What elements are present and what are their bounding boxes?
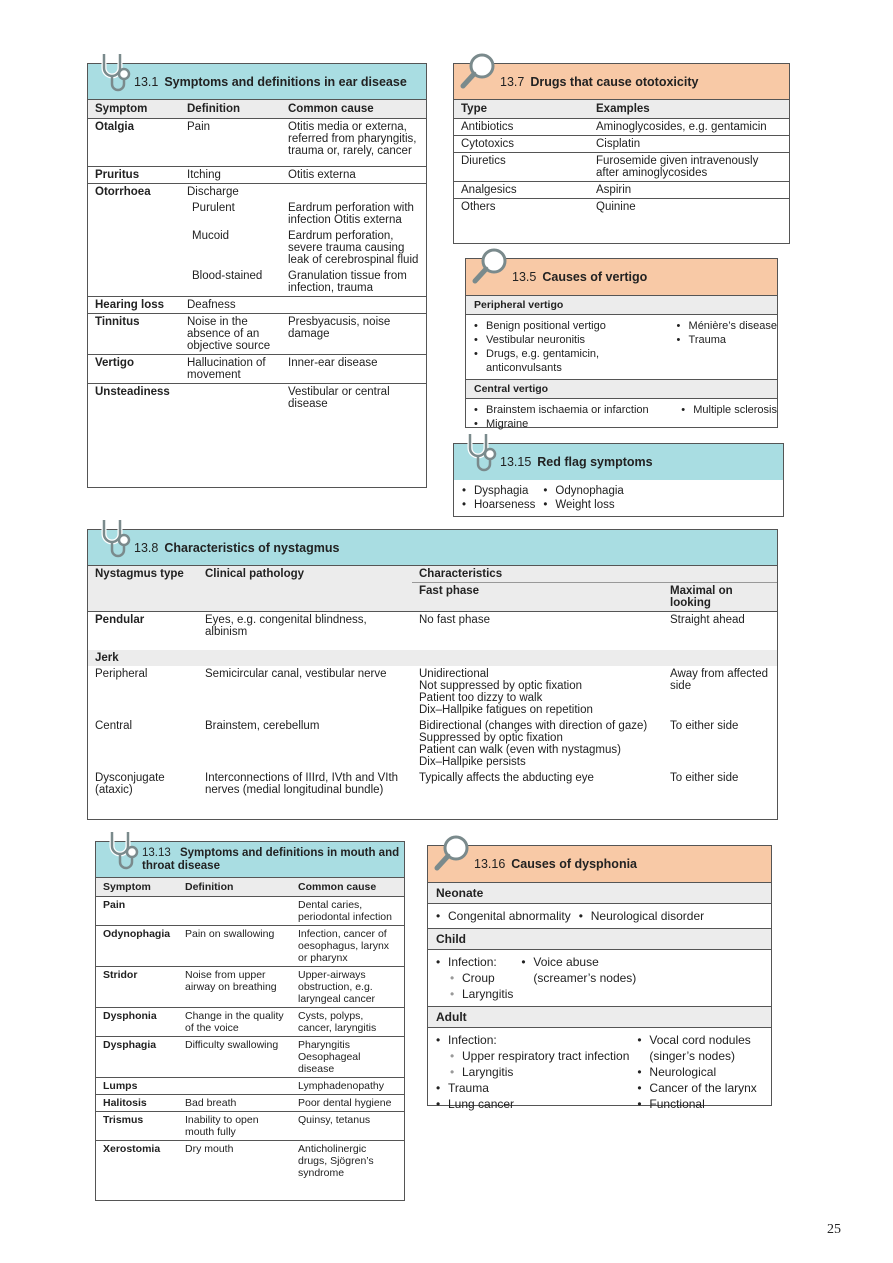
- table-row: [88, 770, 777, 798]
- table-header: [96, 878, 404, 897]
- examples-cell: Furosemide given intravenously after aminoglycosides: [589, 153, 789, 182]
- cause-cell: [281, 297, 426, 314]
- table-row: [454, 182, 789, 199]
- central-list: [466, 399, 777, 435]
- maximal-cell: To either side: [670, 719, 739, 732]
- box-number: 13.8: [134, 540, 159, 555]
- page-number: 25: [827, 1222, 841, 1237]
- list-item: • Multiple sclerosis: [681, 403, 777, 417]
- symptom-cell: Trismus: [96, 1112, 178, 1141]
- table-header: [88, 566, 777, 583]
- table-row: [454, 153, 789, 182]
- mouth-throat-table: [96, 878, 404, 1181]
- nystagmus-table: [88, 566, 777, 798]
- ear-symptoms-table: [88, 100, 426, 412]
- line: Dix–Hallpike persists: [419, 755, 526, 768]
- line: Unidirectional: [419, 667, 489, 680]
- box-number: 13.16: [474, 857, 506, 871]
- table-row: [88, 167, 426, 184]
- definition-cell: Itching: [180, 167, 281, 184]
- line: Bidirectional (changes with direction of gaze): [419, 719, 648, 732]
- list-item: • Cancer of the larynx: [637, 1080, 769, 1096]
- table-row: [96, 926, 404, 967]
- list-item: • Voice abuse (screamer’s nodes): [521, 954, 653, 986]
- col-header: Common cause: [291, 878, 404, 897]
- box-13-5-header: [466, 259, 777, 295]
- cause-cell: Presbyacusis, noise damage: [281, 314, 426, 355]
- col-header: Examples: [589, 100, 789, 119]
- cause-cell: Quinsy, tetanus: [291, 1112, 404, 1141]
- child-list: [428, 950, 771, 1006]
- definition-cell: Difficulty swallowing: [178, 1037, 291, 1078]
- pathology-cell: Semicircular canal, vestibular nerve: [205, 667, 387, 680]
- definition-cell: Dry mouth: [185, 1143, 234, 1155]
- box-13-16: [427, 845, 772, 1111]
- col-header: Characteristics: [412, 566, 777, 583]
- line: Patient too dizzy to walk: [419, 691, 543, 704]
- list-item: • Neurological: [637, 1064, 769, 1080]
- table-row: [88, 612, 777, 650]
- box-title: Causes of dysphonia: [511, 857, 638, 871]
- col-header: Clinical pathology: [205, 568, 305, 580]
- symptom-cell: Otorrhoea: [95, 186, 151, 198]
- box-13-7-header: [454, 64, 789, 100]
- cause-cell: Eardrum perforation, severe trauma causing leak of cerebrospinal fluid: [288, 230, 419, 266]
- box-number: 13.5: [512, 270, 537, 284]
- col-header: Symptom: [96, 878, 178, 897]
- neonate-list: [428, 904, 771, 928]
- list-item: • Benign positional vertigo: [474, 319, 669, 333]
- table-row: [96, 897, 404, 926]
- list-item: • Trauma: [436, 1080, 629, 1096]
- cause-cell: Dental caries, periodontal infection: [291, 897, 404, 926]
- table-row: [88, 718, 777, 770]
- table-row: [96, 1037, 404, 1078]
- line: Suppressed by optic fixation: [419, 731, 563, 744]
- box-title: Symptoms and definitions in ear disease: [164, 74, 407, 89]
- pathology-cell: Interconnections of IIIrd, IVth and VIth nerves (medial longitudinal bundle): [205, 771, 399, 796]
- box-number: 13.7: [500, 74, 525, 89]
- table-header: [454, 100, 789, 119]
- ototoxic-drugs-table: [454, 100, 789, 215]
- list-item: • Vestibular neuronitis: [474, 333, 669, 347]
- list-item: • Drugs, e.g. gentamicin, anticonvulsants: [474, 347, 626, 375]
- table-row: [88, 119, 426, 167]
- list-item: • Brainstem ischaemia or infarction: [474, 403, 673, 417]
- table-row: [96, 1078, 404, 1095]
- cause-cell: Eardrum perforation with infection Otitis externa: [288, 202, 414, 226]
- fast-phase-cell: Typically affects the abducting eye: [419, 771, 594, 784]
- stethoscope-icon: [92, 50, 132, 96]
- cause-cell: Cysts, polyps, cancer, laryngitis: [291, 1008, 404, 1037]
- list-item: • Neurological disorder: [579, 908, 704, 924]
- symptom-cell: Unsteadiness: [95, 386, 170, 398]
- section-heading: Peripheral vertigo: [466, 295, 777, 315]
- box-13-8: [87, 529, 778, 820]
- box-13-1: [87, 63, 427, 488]
- definition-cell: Deafness: [180, 297, 281, 314]
- symptom-cell: Vertigo: [88, 355, 180, 384]
- box-13-16-header: [428, 846, 771, 882]
- type-cell: Peripheral: [95, 667, 148, 680]
- col-header: Maximal on looking: [663, 583, 777, 612]
- table-row: [88, 228, 426, 268]
- table-row: [96, 1112, 404, 1141]
- table-row: [454, 136, 789, 153]
- list-item: • Odynophagia: [543, 484, 623, 498]
- table-row: [88, 650, 777, 666]
- box-13-7: [453, 63, 790, 244]
- symptom-cell: Tinnitus: [88, 314, 180, 355]
- table-row: [96, 1008, 404, 1037]
- adult-list: [428, 1028, 771, 1116]
- pathology-cell: Eyes, e.g. congenital blindness, albinism: [205, 614, 367, 638]
- definition-cell: Inability to open mouth fully: [178, 1112, 291, 1141]
- list-item: • Weight loss: [543, 498, 623, 512]
- symptom-cell: Xerostomia: [103, 1143, 161, 1155]
- cause-cell: Inner-ear disease: [281, 355, 426, 384]
- type-cell: Cytotoxics: [454, 136, 589, 153]
- list-subitem: • Upper respiratory tract infection: [436, 1048, 629, 1064]
- col-header: Symptom: [88, 100, 180, 119]
- section-heading: Neonate: [428, 882, 771, 904]
- box-13-5: [465, 258, 778, 428]
- table-row: [96, 1141, 404, 1182]
- box-number: 13.15: [500, 455, 532, 469]
- pathology-cell: Brainstem, cerebellum: [205, 719, 320, 732]
- definition-cell: [178, 1078, 291, 1095]
- list-item: • Dysphagia: [462, 484, 535, 498]
- cause-cell: Vestibular or central disease: [288, 386, 390, 410]
- list-item: • Trauma: [677, 333, 777, 347]
- symptom-cell: Otalgia: [88, 119, 180, 167]
- definition-cell: [180, 384, 281, 413]
- fast-phase-cell: [412, 666, 663, 718]
- table-row: [96, 1095, 404, 1112]
- list-item: • Vocal cord nodules (singer’s nodes): [637, 1032, 769, 1064]
- col-header: Definition: [178, 878, 291, 897]
- symptom-cell: Halitosis: [96, 1095, 178, 1112]
- definition-cell: Noise in the absence of an objective source: [180, 314, 281, 355]
- box-title: Symptoms and definitions in mouth and throat disease: [142, 846, 400, 872]
- list-item: • Lung cancer: [436, 1096, 629, 1112]
- examples-cell: Aminoglycosides, e.g. gentamicin: [589, 119, 789, 136]
- symptom-cell: Pruritus: [88, 167, 180, 184]
- line: Not suppressed by optic fixation: [419, 679, 583, 692]
- cause-cell: Otitis externa: [281, 167, 426, 184]
- box-number: 13.13: [142, 846, 171, 859]
- definition-cell: Hallucination of movement: [180, 355, 281, 384]
- fast-phase-cell: [412, 718, 663, 770]
- symptom-cell: Odynophagia: [96, 926, 178, 967]
- box-13-1-header: [88, 64, 426, 100]
- box-title: Red flag symptoms: [537, 455, 653, 469]
- type-cell: Diuretics: [454, 153, 589, 182]
- symptom-cell: Pain: [96, 897, 178, 926]
- col-header: Type: [454, 100, 589, 119]
- type-cell: Others: [461, 201, 496, 213]
- box-13-13: [95, 841, 405, 1201]
- list-item: • Congenital abnormality: [436, 908, 571, 924]
- list-item: • Migraine: [474, 417, 673, 431]
- symptom-cell: Dysphagia: [96, 1037, 178, 1078]
- cause-cell: Granulation tissue from infection, trauma: [281, 268, 426, 297]
- col-header: Common cause: [281, 100, 426, 119]
- section-heading: Child: [428, 928, 771, 950]
- definition-cell: Pain: [180, 119, 281, 167]
- type-cell: Analgesics: [454, 182, 589, 199]
- list-item: • Ménière’s disease: [677, 319, 777, 333]
- subtype-cell: Blood-stained: [180, 268, 281, 297]
- stethoscope-icon: [92, 516, 132, 562]
- cause-cell: Otitis media or externa, referred from pharyngitis, trauma or, rarely, cancer: [281, 119, 426, 167]
- maximal-cell: To either side: [670, 771, 739, 784]
- definition-cell: Discharge: [187, 186, 239, 198]
- jerk-heading: Jerk: [88, 650, 777, 666]
- examples-cell: Cisplatin: [589, 136, 789, 153]
- box-13-13-header: [96, 842, 404, 878]
- table-row: [454, 199, 789, 216]
- col-header: Fast phase: [412, 583, 663, 612]
- cause-cell: Lymphadenopathy: [291, 1078, 404, 1095]
- table-row: [88, 184, 426, 201]
- type-cell: Antibiotics: [454, 119, 589, 136]
- magnifier-icon: [470, 245, 510, 291]
- table-row: [88, 355, 426, 384]
- symptom-cell: Lumps: [96, 1078, 178, 1095]
- type-cell: Pendular: [95, 614, 145, 626]
- box-13-15-header: [454, 444, 783, 480]
- section-heading: Central vertigo: [466, 379, 777, 399]
- symptom-cell: Stridor: [96, 967, 178, 1008]
- table-header: [88, 100, 426, 119]
- cause-cell: Poor dental hygiene: [291, 1095, 404, 1112]
- table-row: [88, 200, 426, 228]
- list-subitem: • Laryngitis: [436, 986, 513, 1002]
- box-title: Drugs that cause ototoxicity: [530, 74, 699, 89]
- table-row: [454, 119, 789, 136]
- stethoscope-icon: [458, 430, 498, 476]
- type-cell: Dysconjugate (ataxic): [95, 771, 165, 796]
- definition-cell: Change in the quality of the voice: [178, 1008, 291, 1037]
- list-item: • Hoarseness: [462, 498, 535, 512]
- cause-cell: Infection, cancer of oesophagus, larynx or pharynx: [291, 926, 404, 967]
- line: Dix–Hallpike fatigues on repetition: [419, 703, 593, 716]
- list-subitem: • Croup: [436, 970, 513, 986]
- definition-cell: [178, 897, 291, 926]
- maximal-cell: Away from affected side: [670, 667, 769, 692]
- box-13-8-header: [88, 530, 777, 566]
- table-row: [88, 268, 426, 297]
- section-heading: Adult: [428, 1006, 771, 1028]
- table-row: [96, 967, 404, 1008]
- col-header: Nystagmus type: [95, 568, 184, 580]
- examples-cell: Quinine: [596, 201, 636, 213]
- list-item: • Infection:: [436, 1032, 629, 1048]
- symptom-cell: Dysphonia: [96, 1008, 178, 1037]
- box-title: Causes of vertigo: [542, 270, 648, 284]
- subtype-cell: Mucoid: [192, 230, 230, 242]
- table-row: [88, 297, 426, 314]
- table-subheader: [88, 583, 777, 612]
- fast-phase-cell: No fast phase: [419, 614, 490, 626]
- list-subitem: • Laryngitis: [436, 1064, 629, 1080]
- stethoscope-icon: [100, 828, 140, 874]
- cause-cell: Pharyngitis Oesophageal disease: [291, 1037, 404, 1078]
- box-number: 13.1: [134, 74, 159, 89]
- type-cell: Central: [95, 719, 133, 732]
- peripheral-list: [466, 315, 777, 379]
- magnifier-icon: [432, 832, 472, 878]
- red-flag-list: [454, 480, 783, 516]
- list-item: • Functional: [637, 1096, 769, 1112]
- cause-cell: Anticholinergic drugs, Sjögren’s syndrome: [298, 1143, 374, 1179]
- line: Patient can walk (even with nystagmus): [419, 743, 621, 756]
- table-row: [88, 666, 777, 718]
- list-item: • Infection:: [436, 954, 513, 970]
- maximal-cell: Straight ahead: [670, 614, 745, 626]
- symptom-cell: Hearing loss: [88, 297, 180, 314]
- col-header: Definition: [180, 100, 281, 119]
- definition-cell: Bad breath: [178, 1095, 291, 1112]
- box-13-15: [453, 443, 784, 517]
- table-row: [88, 384, 426, 413]
- examples-cell: Aspirin: [589, 182, 789, 199]
- cause-cell: Upper-airways obstruction, e.g. laryngeal cancer: [291, 967, 404, 1008]
- definition-cell: Pain on swallowing: [178, 926, 291, 967]
- magnifier-icon: [458, 50, 498, 96]
- definition-cell: Noise from upper airway on breathing: [178, 967, 291, 1008]
- box-title: Characteristics of nystagmus: [164, 540, 340, 555]
- subtype-cell: Purulent: [192, 202, 235, 214]
- table-row: [88, 314, 426, 355]
